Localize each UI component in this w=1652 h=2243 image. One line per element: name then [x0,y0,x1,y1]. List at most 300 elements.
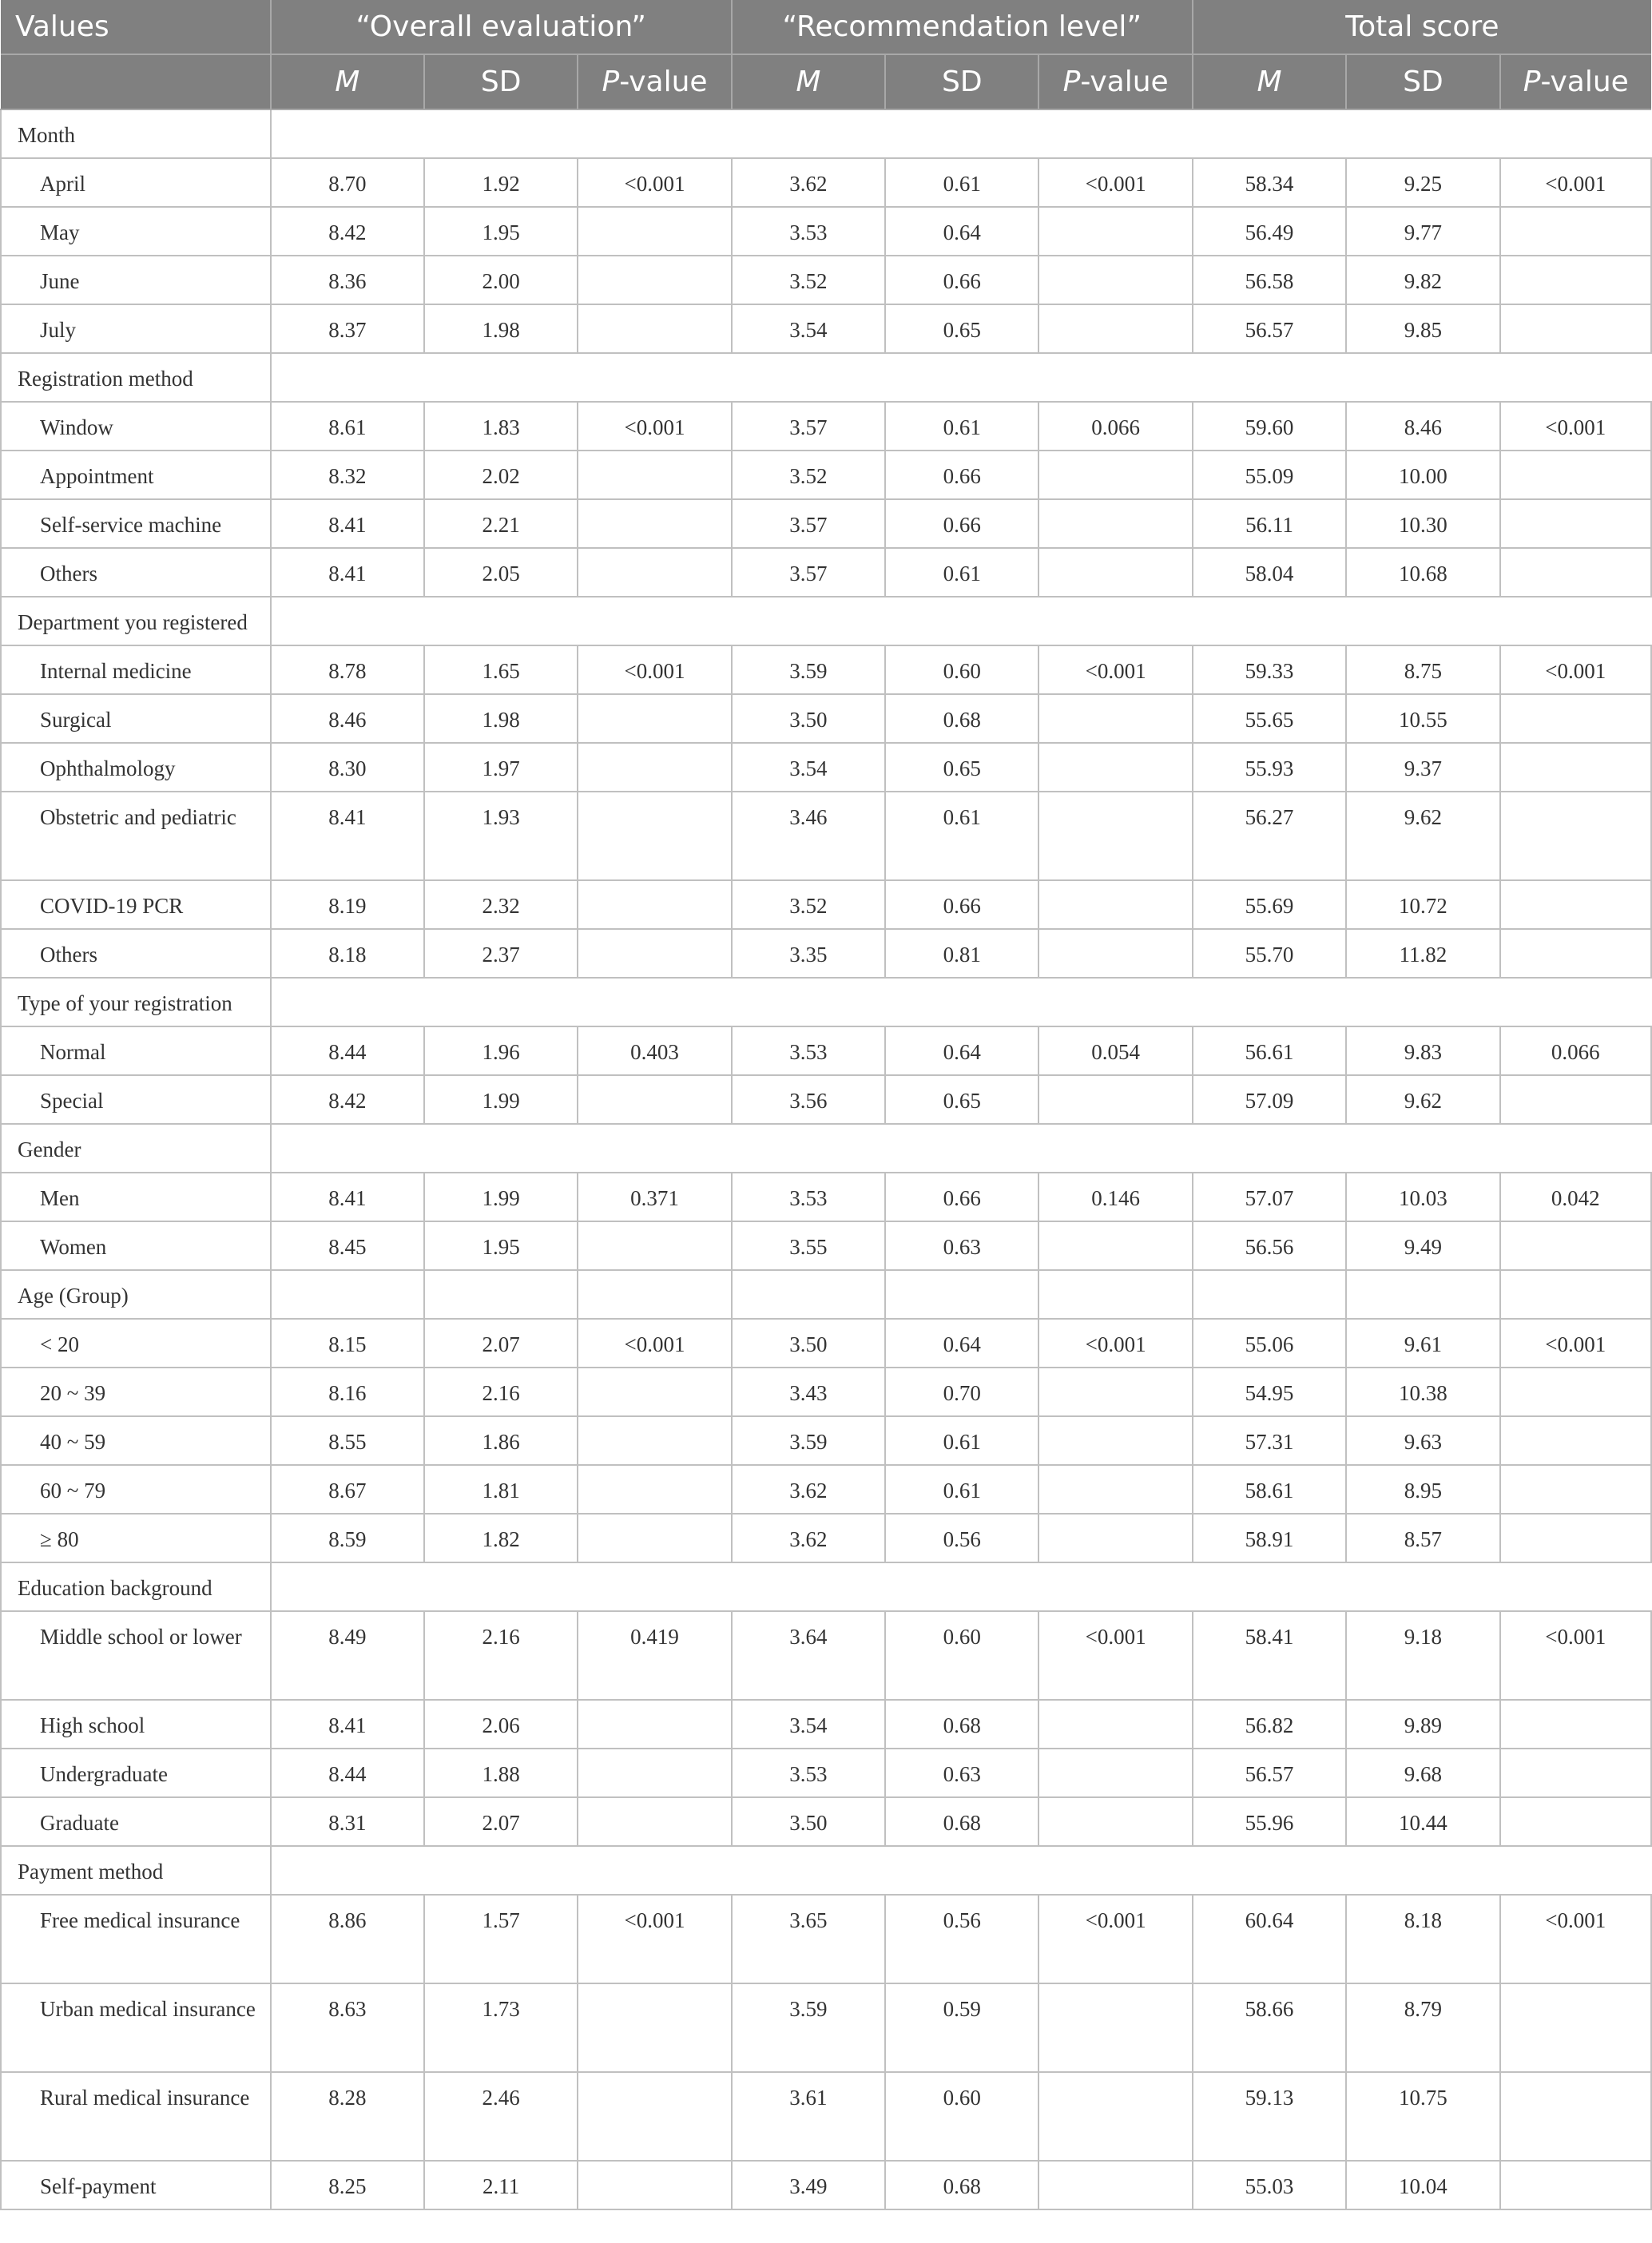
group-label: Gender [1,1124,271,1173]
table-cell: 58.41 [1193,1611,1346,1700]
table-cell: 3.55 [732,1221,885,1270]
group-empty-cell [1346,1270,1499,1319]
table-cell: <0.001 [578,1895,731,1983]
table-cell: 59.33 [1193,645,1346,694]
table-cell: 10.75 [1346,2072,1499,2161]
table-cell: 8.42 [271,1075,424,1124]
table-cell [1038,548,1192,597]
row-label: Appointment [1,451,271,499]
table-cell: 3.54 [732,304,885,353]
table-cell: 11.82 [1346,929,1499,978]
group-empty-cell [1038,1562,1192,1611]
header-row-2 [1,54,1651,109]
table-cell: 10.68 [1346,548,1499,597]
table-cell [1038,1514,1192,1562]
table-cell: 3.53 [732,1749,885,1797]
group-label: Type of your registration [1,978,271,1026]
table-cell [1500,929,1651,978]
table-cell: 10.30 [1346,499,1499,548]
group-label: Month [1,109,271,158]
table-cell: <0.001 [1500,402,1651,451]
table-cell: 3.57 [732,402,885,451]
table-cell: 8.18 [271,929,424,978]
table-cell: 0.63 [885,1749,1038,1797]
group-empty-cell [1193,978,1346,1026]
table-row [1,1895,1651,1983]
table-cell: 3.57 [732,548,885,597]
group-empty-cell [271,597,424,645]
table-cell [578,1416,731,1465]
table-cell: 3.43 [732,1368,885,1416]
table-cell [578,548,731,597]
table-cell: 0.403 [578,1026,731,1075]
table-row [1,207,1651,256]
table-row [1,548,1651,597]
header-p-value [1038,54,1192,109]
table-cell: 55.09 [1193,451,1346,499]
table-cell: 9.18 [1346,1611,1499,1700]
row-label: July [1,304,271,353]
table-cell: 57.31 [1193,1416,1346,1465]
table-cell [1038,1416,1192,1465]
table-cell: 0.64 [885,1319,1038,1368]
row-label: Ophthalmology [1,743,271,792]
table-cell [1038,743,1192,792]
row-label: Women [1,1221,271,1270]
row-label: ≥ 80 [1,1514,271,1562]
table-cell: 56.56 [1193,1221,1346,1270]
table-cell: <0.001 [1038,1319,1192,1368]
table-cell: 58.61 [1193,1465,1346,1514]
header-p-suffix: -value [1080,66,1169,98]
table-cell: 54.95 [1193,1368,1346,1416]
table-row [1,304,1651,353]
table-row [1,256,1651,304]
table-cell [578,1700,731,1749]
table-cell: 10.44 [1346,1797,1499,1846]
group-empty-cell [732,109,885,158]
table-cell: 8.15 [271,1319,424,1368]
group-empty-cell [578,109,731,158]
group-empty-cell [1500,1846,1651,1895]
table-cell: 56.57 [1193,1749,1346,1797]
group-empty-cell [1193,1124,1346,1173]
table-cell: 1.96 [424,1026,578,1075]
table-cell [1038,256,1192,304]
table-cell: 0.60 [885,2072,1038,2161]
table-cell: 1.86 [424,1416,578,1465]
table-cell [578,451,731,499]
header-blank [1,54,271,109]
table-cell: 0.65 [885,743,1038,792]
table-cell: 9.82 [1346,256,1499,304]
table-row [1,158,1651,207]
table-cell: 55.93 [1193,743,1346,792]
table-cell: 10.55 [1346,694,1499,743]
table-cell: 2.07 [424,1319,578,1368]
table-cell: 8.30 [271,743,424,792]
group-empty-cell [1346,109,1499,158]
table-cell [1500,880,1651,929]
table-cell [1500,1465,1651,1514]
table-cell: 0.60 [885,645,1038,694]
table-cell: 8.41 [271,499,424,548]
table-cell: 56.82 [1193,1700,1346,1749]
table-cell: 3.50 [732,694,885,743]
table-cell: 0.81 [885,929,1038,978]
group-empty-cell [885,353,1038,402]
group-empty-cell [885,597,1038,645]
group-empty-cell [1346,1846,1499,1895]
table-cell: 9.63 [1346,1416,1499,1465]
header-row-1 [1,0,1651,54]
table-cell [1038,207,1192,256]
table-cell: 8.44 [271,1749,424,1797]
table-row [1,1221,1651,1270]
table-cell: 3.65 [732,1895,885,1983]
table-cell: 1.98 [424,694,578,743]
table-cell: 58.34 [1193,158,1346,207]
table-cell: 0.61 [885,158,1038,207]
table-header [1,0,1651,109]
group-empty-cell [424,1270,578,1319]
table-cell: 8.46 [271,694,424,743]
group-empty-cell [1193,597,1346,645]
group-row [1,978,1651,1026]
table-cell: 3.64 [732,1611,885,1700]
table-cell: 2.37 [424,929,578,978]
table-cell [1038,1749,1192,1797]
table-cell: 3.62 [732,1465,885,1514]
table-cell: 56.61 [1193,1026,1346,1075]
table-cell: 1.82 [424,1514,578,1562]
group-empty-cell [578,1124,731,1173]
header-recommendation-level: “Recommendation level” [732,0,1193,54]
table-cell: 0.64 [885,207,1038,256]
group-empty-cell [578,1562,731,1611]
group-empty-cell [578,353,731,402]
table-cell [1038,1983,1192,2072]
group-empty-cell [1500,1270,1651,1319]
table-cell: 55.69 [1193,880,1346,929]
group-row [1,353,1651,402]
table-cell: 56.57 [1193,304,1346,353]
group-empty-cell [1038,597,1192,645]
table-cell: 3.62 [732,1514,885,1562]
table-row [1,1416,1651,1465]
table-cell: 8.37 [271,304,424,353]
group-empty-cell [1500,1562,1651,1611]
table-cell: 10.00 [1346,451,1499,499]
table-cell: <0.001 [578,1319,731,1368]
table-cell: 3.50 [732,1319,885,1368]
table-cell: 0.66 [885,256,1038,304]
table-cell: 0.68 [885,1700,1038,1749]
table-row [1,880,1651,929]
table-cell: 3.53 [732,207,885,256]
group-empty-cell [578,597,731,645]
table-cell: 9.61 [1346,1319,1499,1368]
table-cell [578,2161,731,2209]
table-row [1,645,1651,694]
table-cell: <0.001 [1038,645,1192,694]
table-cell: 3.35 [732,929,885,978]
table-cell: 3.56 [732,1075,885,1124]
table-cell: <0.001 [1038,1611,1192,1700]
table-cell [1500,1221,1651,1270]
group-label: Department you registered [1,597,271,645]
table-cell [1038,304,1192,353]
group-empty-cell [1038,978,1192,1026]
table-cell: 3.50 [732,1797,885,1846]
table-cell: 1.93 [424,792,578,880]
table-cell [1500,1983,1651,2072]
table-cell [1038,451,1192,499]
row-label: Middle school or lower [1,1611,271,1700]
group-row [1,1562,1651,1611]
group-empty-cell [578,978,731,1026]
table-cell: 9.89 [1346,1700,1499,1749]
table-cell: 8.36 [271,256,424,304]
table-cell: 2.11 [424,2161,578,2209]
table-cell: 0.70 [885,1368,1038,1416]
header-p-letter: P [1062,66,1081,98]
table-cell: 0.56 [885,1514,1038,1562]
table-cell: 58.91 [1193,1514,1346,1562]
table-cell: 3.52 [732,256,885,304]
group-empty-cell [578,1846,731,1895]
header-p-letter: P [602,66,620,98]
table-cell: 10.03 [1346,1173,1499,1221]
table-cell: 9.85 [1346,304,1499,353]
table-cell: 0.65 [885,304,1038,353]
table-cell [578,1221,731,1270]
table-row [1,1749,1651,1797]
table-cell [578,256,731,304]
table-cell: 8.63 [271,1983,424,2072]
table-cell: 55.65 [1193,694,1346,743]
table-cell: 8.86 [271,1895,424,1983]
group-empty-cell [732,1270,885,1319]
table-cell: 0.65 [885,1075,1038,1124]
table-cell: 55.06 [1193,1319,1346,1368]
table-cell: 0.59 [885,1983,1038,2072]
group-empty-cell [732,353,885,402]
table-cell [1038,2161,1192,2209]
table-cell: 3.52 [732,451,885,499]
table-row [1,1797,1651,1846]
table-cell: 55.70 [1193,929,1346,978]
table-cell: 58.66 [1193,1983,1346,2072]
group-empty-cell [424,978,578,1026]
table-cell: <0.001 [1500,645,1651,694]
row-label: Urban medical insurance [1,1983,271,2072]
table-cell: 0.61 [885,548,1038,597]
table-cell [1500,1797,1651,1846]
table-row [1,1983,1651,2072]
table-row [1,2161,1651,2209]
header-p-suffix: -value [619,66,708,98]
table-cell: <0.001 [578,645,731,694]
table-cell: 8.55 [271,1416,424,1465]
group-empty-cell [885,1562,1038,1611]
table-cell [578,1514,731,1562]
table-cell [1038,694,1192,743]
group-row [1,1124,1651,1173]
table-cell [1500,1749,1651,1797]
table-row [1,1514,1651,1562]
table-cell: 1.81 [424,1465,578,1514]
table-cell: 58.04 [1193,548,1346,597]
table-cell: 1.92 [424,158,578,207]
table-cell: 3.53 [732,1026,885,1075]
table-cell [578,1983,731,2072]
table-cell [1038,792,1192,880]
table-row [1,499,1651,548]
table-cell: 8.57 [1346,1514,1499,1562]
group-empty-cell [1193,353,1346,402]
table-cell [1500,499,1651,548]
table-cell: 10.72 [1346,880,1499,929]
table-row [1,402,1651,451]
table-cell: 1.99 [424,1173,578,1221]
table-cell: 0.61 [885,792,1038,880]
table-row [1,2072,1651,2161]
table-cell: 0.66 [885,1173,1038,1221]
table-cell [578,880,731,929]
group-row [1,1846,1651,1895]
table-cell: 8.31 [271,1797,424,1846]
group-empty-cell [1346,1562,1499,1611]
table-cell [1500,256,1651,304]
group-empty-cell [885,109,1038,158]
table-cell: 9.62 [1346,1075,1499,1124]
table-cell: 0.63 [885,1221,1038,1270]
group-empty-cell [578,1270,731,1319]
table-cell: 1.83 [424,402,578,451]
group-empty-cell [271,978,424,1026]
table-cell [1500,1368,1651,1416]
table-cell: 0.66 [885,499,1038,548]
row-label: 60 ~ 79 [1,1465,271,1514]
table-cell: 57.07 [1193,1173,1346,1221]
group-empty-cell [271,1846,424,1895]
table-cell: 8.95 [1346,1465,1499,1514]
group-empty-cell [885,1124,1038,1173]
table-cell: 59.13 [1193,2072,1346,2161]
header-sd: SD [1346,54,1499,109]
table-cell [1500,1075,1651,1124]
table-cell: 0.371 [578,1173,731,1221]
group-empty-cell [1346,597,1499,645]
table-cell [1500,743,1651,792]
table-cell: 56.11 [1193,499,1346,548]
group-empty-cell [424,109,578,158]
table-cell [1038,1221,1192,1270]
table-cell: 2.02 [424,451,578,499]
table-cell [578,499,731,548]
group-row [1,1270,1651,1319]
group-empty-cell [1038,1124,1192,1173]
group-empty-cell [1500,353,1651,402]
table-cell: 3.57 [732,499,885,548]
header-values: Values [1,0,271,54]
header-total-score: Total score [1193,0,1651,54]
table-cell: 1.73 [424,1983,578,2072]
table-cell: 1.95 [424,1221,578,1270]
table-cell [578,792,731,880]
table-cell: 9.37 [1346,743,1499,792]
table-cell: 8.41 [271,792,424,880]
table-cell [1038,1465,1192,1514]
header-m: M [271,54,424,109]
row-label: June [1,256,271,304]
table-cell: 10.38 [1346,1368,1499,1416]
group-empty-cell [1038,1846,1192,1895]
header-m: M [732,54,885,109]
table-cell: 9.25 [1346,158,1499,207]
table-row [1,1611,1651,1700]
table-cell [578,1465,731,1514]
table-cell: <0.001 [1500,158,1651,207]
table-cell: 60.64 [1193,1895,1346,1983]
table-cell: <0.001 [1038,1895,1192,1983]
table-cell: 9.83 [1346,1026,1499,1075]
table-cell: 8.16 [271,1368,424,1416]
table-cell: 0.61 [885,402,1038,451]
row-label: Surgical [1,694,271,743]
table-cell: 2.07 [424,1797,578,1846]
table-cell: 1.65 [424,645,578,694]
table-cell: 56.58 [1193,256,1346,304]
table-cell: 8.42 [271,207,424,256]
row-label: Internal medicine [1,645,271,694]
header-p-value [1500,54,1651,109]
table-cell [578,207,731,256]
table-cell [578,1075,731,1124]
table-cell [1500,1700,1651,1749]
table-cell [1500,1514,1651,1562]
table-cell: 0.042 [1500,1173,1651,1221]
table-cell: 3.54 [732,743,885,792]
table-cell: 1.99 [424,1075,578,1124]
row-label: High school [1,1700,271,1749]
table-cell: 3.62 [732,158,885,207]
table-cell: 3.46 [732,792,885,880]
row-label: COVID-19 PCR [1,880,271,929]
group-empty-cell [1500,1124,1651,1173]
group-row [1,109,1651,158]
table-cell [1038,2072,1192,2161]
table-cell: 9.62 [1346,792,1499,880]
group-empty-cell [424,353,578,402]
group-empty-cell [271,1124,424,1173]
row-label: Special [1,1075,271,1124]
table-cell: 3.52 [732,880,885,929]
table-cell: 59.60 [1193,402,1346,451]
table-cell: 9.77 [1346,207,1499,256]
table-cell: 8.32 [271,451,424,499]
table-cell: 55.96 [1193,1797,1346,1846]
table-cell: <0.001 [1500,1611,1651,1700]
table-cell: 8.44 [271,1026,424,1075]
group-empty-cell [424,1124,578,1173]
table-cell: 2.21 [424,499,578,548]
table-row [1,1319,1651,1368]
table-cell: 8.45 [271,1221,424,1270]
table-cell: 1.57 [424,1895,578,1983]
row-label: Undergraduate [1,1749,271,1797]
